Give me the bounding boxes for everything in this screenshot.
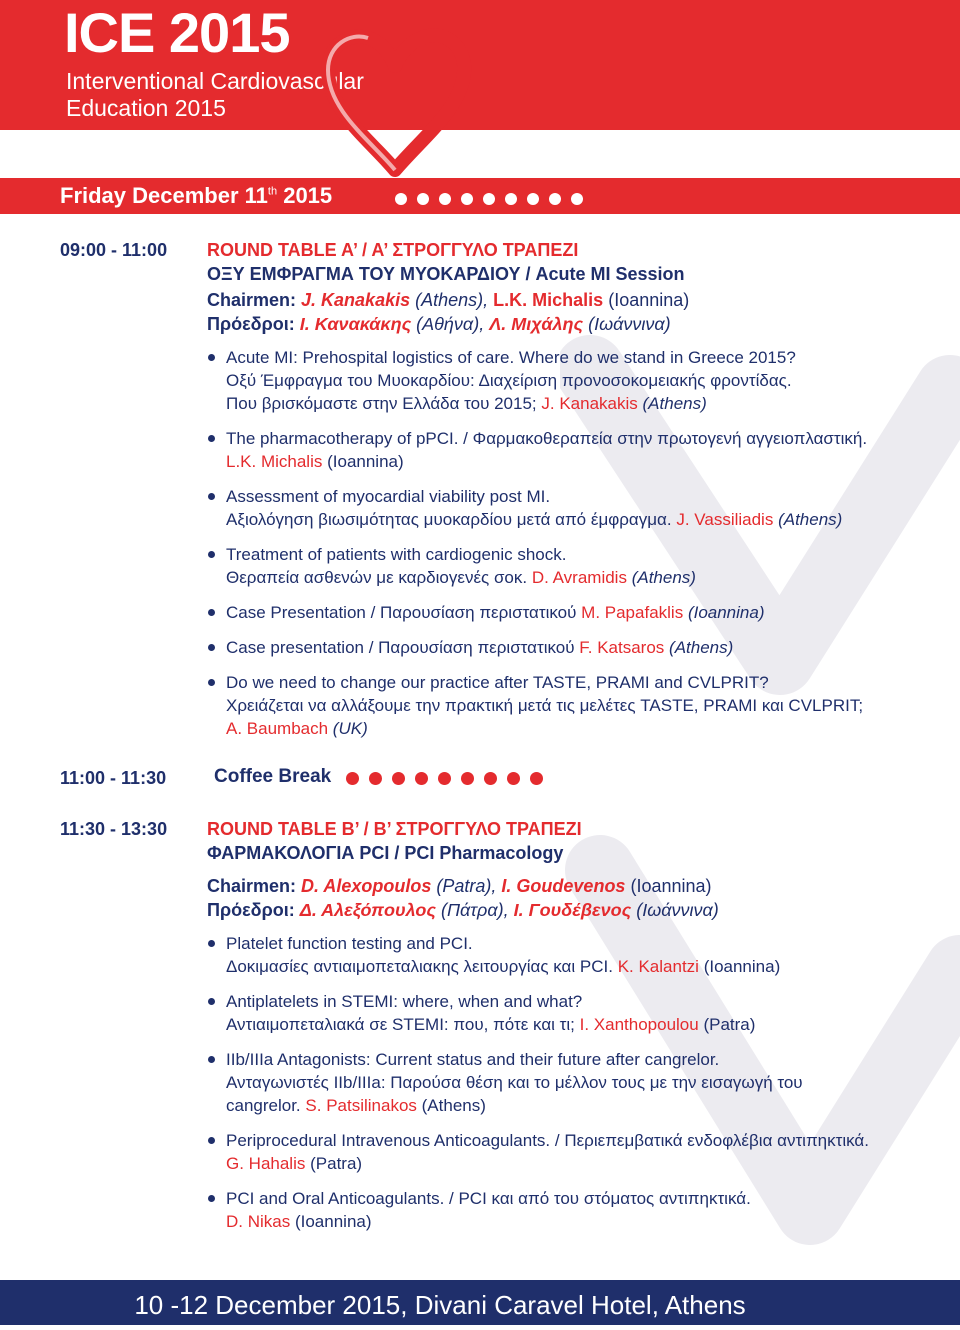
day-title: Friday December 11th 2015 — [60, 183, 333, 208]
dot-icon — [417, 193, 429, 205]
day-banner — [0, 178, 960, 214]
session2-time: 11:30 - 13:30 — [60, 819, 168, 839]
speaker-name: J. Kanakakis — [541, 394, 638, 413]
talk-item: Case presentation / Παρουσίαση περιστατικού F. Katsaros (Athens) — [207, 636, 927, 659]
dot-icon — [346, 772, 359, 785]
dot-icon — [395, 193, 407, 205]
session1-title: ROUND TABLE A’ / A’ ΣΤΡΟΓΓΥΛΟ ΤΡΑΠΕΖΙ — [207, 240, 579, 260]
dot-icon — [571, 193, 583, 205]
coffee-break-label: Coffee Break — [214, 766, 332, 787]
session1-chairmen: Chairmen: J. Kanakakis (Athens), L.K. Michalis (Ioannina) — [207, 290, 690, 310]
dot-icon — [369, 772, 382, 785]
speaker-name: S. Patsilinakos — [305, 1096, 417, 1115]
dot-icon — [530, 772, 543, 785]
session2-block — [207, 817, 927, 1245]
session2-subtitle: ΦΑΡΜΑΚΟΛΟΓΙΑ PCI / PCI Pharmacology — [207, 843, 564, 863]
speaker-name: I. Xanthopoulou — [579, 1015, 699, 1034]
session1-time: 09:00 - 11:00 — [60, 240, 168, 260]
speaker-name: A. Baumbach — [226, 719, 329, 738]
dot-icon — [461, 193, 473, 205]
day-dots — [395, 193, 583, 205]
talk-item: The pharmacotherapy of pPCI. / Φαρμακοθεραπεία στην πρωτογενή αγγειοπλαστική. L.K. Michalis (Ioannina) — [207, 427, 927, 473]
footer-venue: 10 -12 December 2015, Divani Caravel Hotel, Athens — [134, 1290, 746, 1320]
event-subtitle: Interventional Cardiovascular Education 2015 — [66, 68, 364, 121]
footer-banner — [0, 1280, 960, 1325]
talk-item: Assessment of myocardial viability post MI. Αξιολόγηση βιωσιμότητας μυοκαρδίου μετά από έμφραγμα. J. Vassiliadis (Athens) — [207, 485, 927, 531]
session1-talks — [207, 346, 927, 740]
dot-icon — [438, 772, 451, 785]
dot-icon — [483, 193, 495, 205]
dot-icon — [484, 772, 497, 785]
talk-item: Case Presentation / Παρουσίαση περιστατικού M. Papafaklis (Ioannina) — [207, 601, 927, 624]
talk-item: Acute MI: Prehospital logistics of care. Where do we stand in Greece 2015? Οξύ Έμφραγμα του Μυοκαρδίου: Διαχείριση προνοσοκομειακής φροντίδας. Που βρισκόμαστε στην Ελλάδα του 2015; J. Kanakakis (Athens) — [207, 346, 927, 415]
session2-talks — [207, 932, 927, 1233]
speaker-name: K. Kalantzi — [617, 957, 699, 976]
talk-item: PCI and Oral Anticoagulants. / PCI και από του στόματος αντιπηκτικά. D. Nikas (Ioannina) — [207, 1187, 927, 1233]
session2-title: ROUND TABLE B’ / B’ ΣΤΡΟΓΓΥΛΟ ΤΡΑΠΕΖΙ — [207, 819, 582, 839]
event-title: ICE 2015 — [64, 1, 290, 64]
dot-icon — [549, 193, 561, 205]
coffee-time: 11:00 - 11:30 — [60, 768, 167, 788]
dot-icon — [439, 193, 451, 205]
speaker-name: D. Avramidis — [531, 568, 627, 587]
talk-item: IIb/IIIa Antagonists: Current status and their future after cangrelor. Ανταγωνιστές IIb/IIIa: Παρούσα θέση και το μέλλον τους με την εισαγωγή του cangrelor. S. Patsilinakos (Athens) — [207, 1048, 927, 1117]
speaker-name: J. Vassiliadis — [676, 510, 774, 529]
talk-item: Do we need to change our practice after TASTE, PRAMI and CVLPRIT? Χρειάζεται να αλλάξουμε την πρακτική μετά τις μελέτες TASTE, PRAMI και CVLPRIT; A. Baumbach (UK) — [207, 671, 927, 740]
speaker-name: D. Nikas — [226, 1212, 291, 1231]
dot-icon — [527, 193, 539, 205]
coffee-dots — [346, 772, 543, 785]
heart-logo-icon — [310, 10, 480, 180]
talk-item: Platelet function testing and PCI. Δοκιμασίες αντιαιμοπεταλιακης λειτουργίας και PCI. K. Kalantzi (Ioannina) — [207, 932, 927, 978]
session2-chairmen: Chairmen: D. Alexopoulos (Patra), I. Goudevenos (Ioannina) — [207, 876, 712, 896]
dot-icon — [505, 193, 517, 205]
session2-proedroi: Πρόεδροι: Δ. Αλεξόπουλος (Πάτρα), Ι. Γουδέβενος (Ιωάννινα) — [207, 900, 719, 920]
dot-icon — [507, 772, 520, 785]
talk-item: Antiplatelets in STEMI: where, when and what? Αντιαιμοπεταλιακά σε STEMI: που, πότε και τι; I. Xanthopoulou (Patra) — [207, 990, 927, 1036]
talk-item: Treatment of patients with cardiogenic shock. Θεραπεία ασθενών με καρδιογενές σοκ. D. Avramidis (Athens) — [207, 543, 927, 589]
talk-item: Periprocedural Intravenous Anticoagulants. / Περιεπεμβατικά ενδοφλέβια αντιπηκτικά. G. Hahalis (Patra) — [207, 1129, 927, 1175]
session1-block — [207, 238, 927, 752]
dot-icon — [415, 772, 428, 785]
dot-icon — [461, 772, 474, 785]
session1-subtitle: ΟΞΥ ΕΜΦΡΑΓΜΑ ΤΟΥ ΜΥΟΚΑΡΔΙΟΥ / Acute MI Session — [207, 264, 685, 284]
speaker-name: G. Hahalis — [226, 1154, 306, 1173]
dot-icon — [392, 772, 405, 785]
speaker-name: F. Katsaros — [579, 638, 665, 657]
header-banner — [0, 0, 960, 130]
speaker-name: M. Papafaklis — [581, 603, 684, 622]
speaker-name: L.K. Michalis — [226, 452, 323, 471]
session1-proedroi: Πρόεδροι: Ι. Κανακάκης (Αθήνα), Λ. Μιχάλης (Ιωάννινα) — [207, 314, 671, 334]
